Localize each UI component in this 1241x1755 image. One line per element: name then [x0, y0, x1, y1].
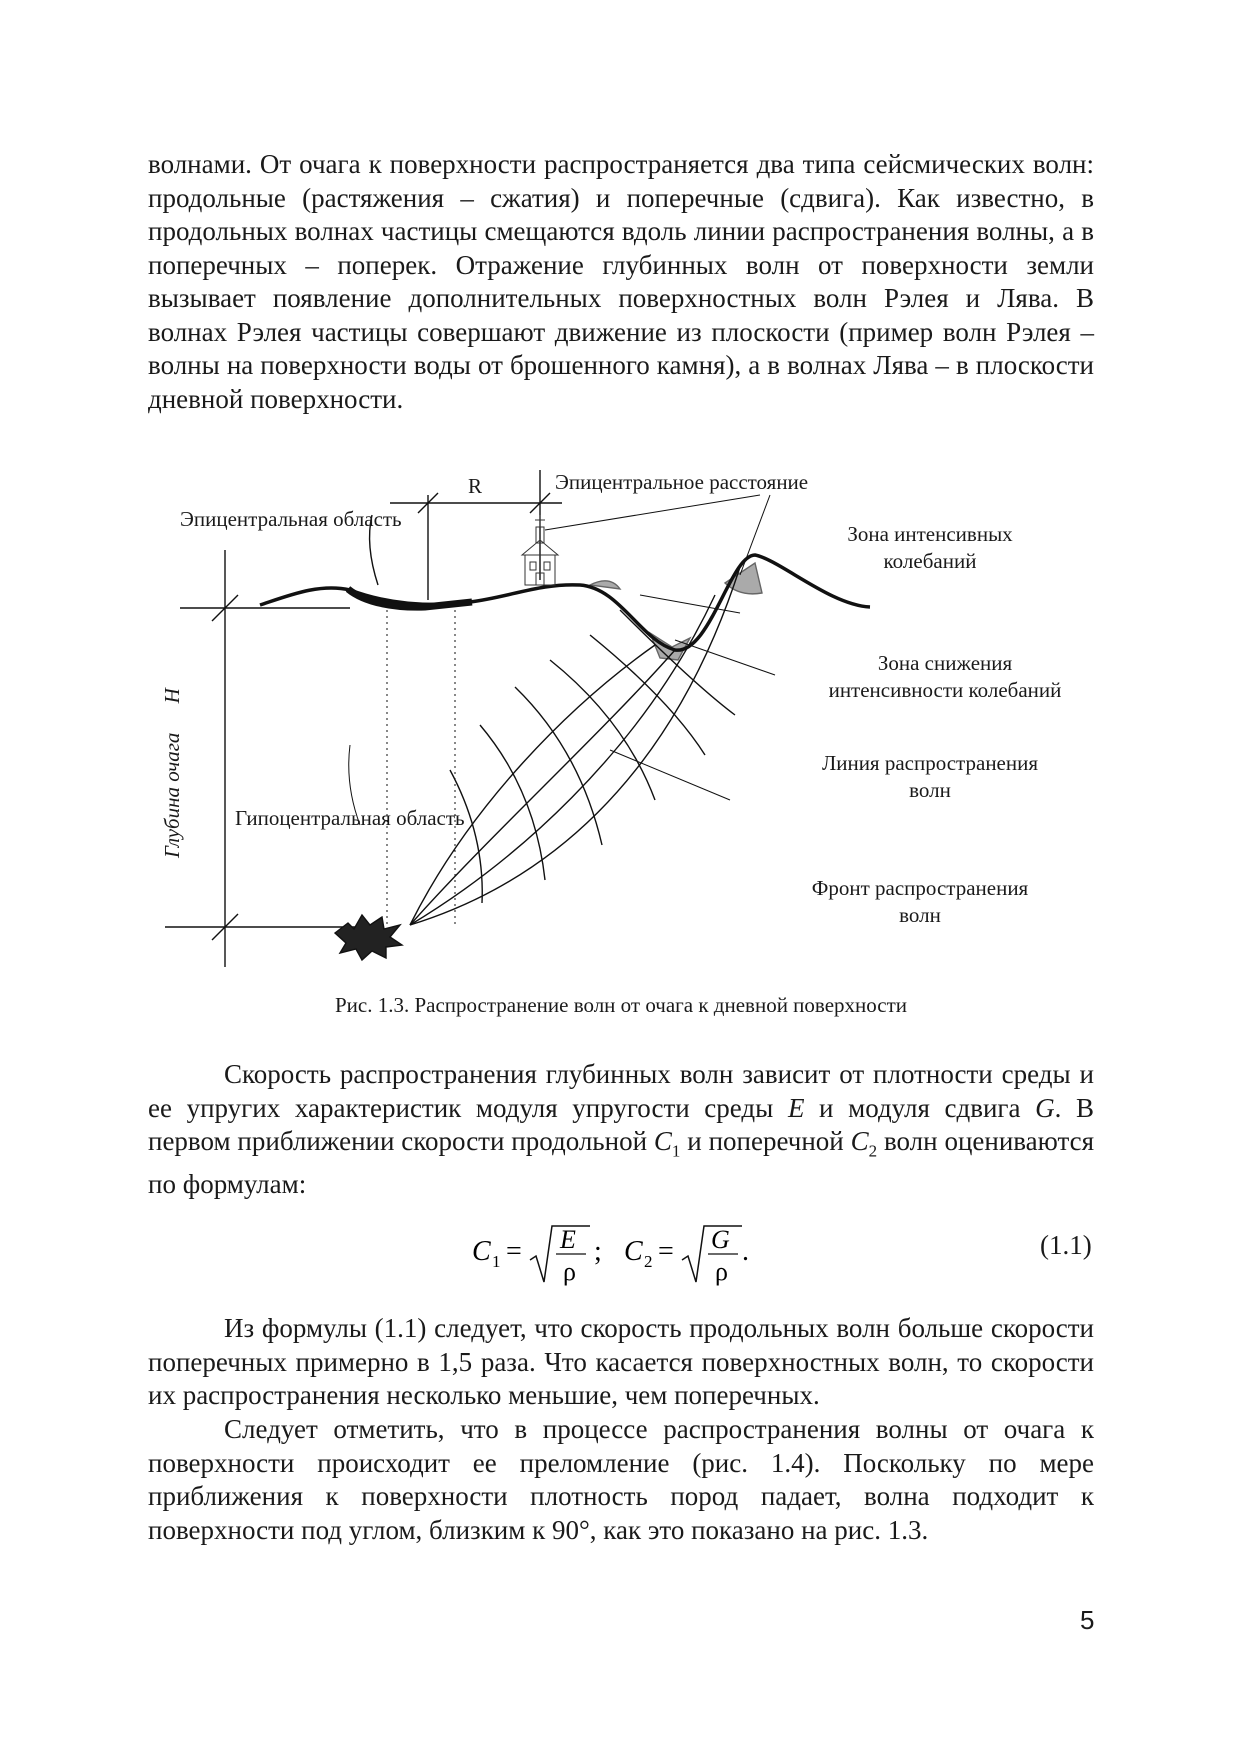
label-intense-zone-line1: Зона интенсивных: [847, 522, 1013, 546]
formula-end: .: [742, 1236, 749, 1267]
figure-wave-propagation: [150, 455, 1090, 985]
label-propagation-line2: волн: [909, 778, 951, 802]
formula-1-1: [470, 1212, 770, 1300]
epicentral-area-mark: [348, 589, 472, 607]
formula-c2: C: [624, 1236, 643, 1267]
leader-propagation-line: [675, 640, 775, 675]
p2-var-c1: C: [653, 1126, 672, 1156]
p2-text-a: Скорость распространения глубинных волн зависит от плотности среды и ее упругих характеристик модуля упругости среды: [148, 1059, 1094, 1123]
front-6: [620, 610, 735, 715]
p2-text-c: . В первом приближении скорости продольной: [148, 1092, 1095, 1156]
page-number: 5: [1080, 1605, 1095, 1635]
label-propagation-line: [810, 750, 1050, 804]
formula-eq-1: =: [506, 1236, 522, 1267]
p2-sub-2: 2: [868, 1141, 878, 1161]
formula-c1: C: [472, 1236, 491, 1267]
equation-number: (1.1): [1040, 1230, 1092, 1260]
leader-intense-1: [545, 495, 760, 530]
label-depth-h: H: [160, 688, 184, 704]
p2-text-b: и модуля сдвига: [804, 1092, 1036, 1123]
label-propagation-line1: Линия распространения: [821, 751, 1039, 775]
hypocenter-icon: [335, 915, 402, 960]
formula-e: E: [560, 1225, 576, 1254]
formula-g: G: [711, 1225, 730, 1254]
paragraph-conclusion: Из формулы (1.1) следует, что скорость продольных волн больше скорости поперечных примерно в 1,5 раза. Что касается поверхностных волн, то скорости их распространения несколько меньшие, чем поперечных.: [148, 1313, 1094, 1410]
label-hypocentral-area: Гипоцентральная область: [235, 806, 465, 830]
label-front-line2: волн: [899, 903, 941, 927]
formula-rho-2: ρ: [715, 1257, 728, 1286]
paragraph-refraction: Следует отметить, что в процессе распространения волны от очага к поверхности происходит ее преломление (рис. 1.4). Поскольку по мере приближения к поверхности плотность пород падает, волна подходит к поверхности под углом, близким к 90°, как это показано на рис. 1.3.: [148, 1414, 1094, 1545]
p2-var-c2: C: [850, 1126, 869, 1156]
ground-surface-line: [260, 555, 870, 650]
paragraph-intro: волнами. От очага к поверхности распространяется два типа сейсмических волн: продольные (растяжения – сжатия) и поперечные (сдвига). Как известно, в продольных волнах частицы смещаются вдоль линии распространения волны, а в поперечных – поперек. Отражение глубинных волн от поверхности земли вызывает появление дополнительных поверхностных волн Рэлея и Лява. В волнах Рэлея частицы совершают движение из плоскости (пример волн Рэлея – волны на поверхности воды от брошенного камня), а в волнах Лява – в плоскости дневной поверхности.: [148, 149, 1094, 414]
label-front: [800, 875, 1040, 929]
leader-reduced: [640, 595, 740, 613]
p2-text-d: и поперечной: [680, 1126, 851, 1156]
ray-2: [410, 650, 675, 925]
formula-rho-1: ρ: [563, 1257, 576, 1286]
formula-eq-2: =: [658, 1236, 674, 1267]
label-intense-zone: [830, 521, 1030, 575]
figure-caption: Рис. 1.3. Распространение волн от очага к дневной поверхности: [334, 993, 908, 1017]
front-4: [550, 660, 655, 800]
p2-text-e: волн оцениваются по формулам:: [148, 1126, 1095, 1199]
formula-c2-sub: 2: [644, 1252, 653, 1271]
ray-1: [410, 645, 655, 925]
label-depth: [160, 578, 185, 858]
label-front-line1: Фронт распространения: [811, 876, 1029, 900]
p2-var-e: E: [787, 1092, 805, 1123]
label-epicentral-distance: Эпицентральное расстояние: [555, 470, 809, 494]
p2-sub-1: 1: [671, 1141, 681, 1161]
label-epicentral-area: Эпицентральная область: [180, 507, 402, 531]
label-r: R: [468, 474, 483, 498]
label-reduced-zone-line1: Зона снижения: [877, 651, 1013, 675]
leader-front: [610, 750, 730, 800]
label-depth-text: Глубина очага: [160, 732, 184, 858]
label-intense-zone-line2: колебаний: [883, 549, 977, 573]
p2-var-g: G: [1035, 1092, 1055, 1123]
formula-c1-sub: 1: [492, 1252, 501, 1271]
formula-svg: [470, 1212, 770, 1292]
formula-sep: ;: [594, 1236, 602, 1267]
front-5: [590, 635, 705, 755]
label-reduced-zone-line2: интенсивности колебаний: [828, 678, 1062, 702]
label-reduced-zone: [815, 650, 1075, 704]
front-1: [450, 770, 482, 903]
paragraph-speed: [148, 1058, 1094, 1201]
